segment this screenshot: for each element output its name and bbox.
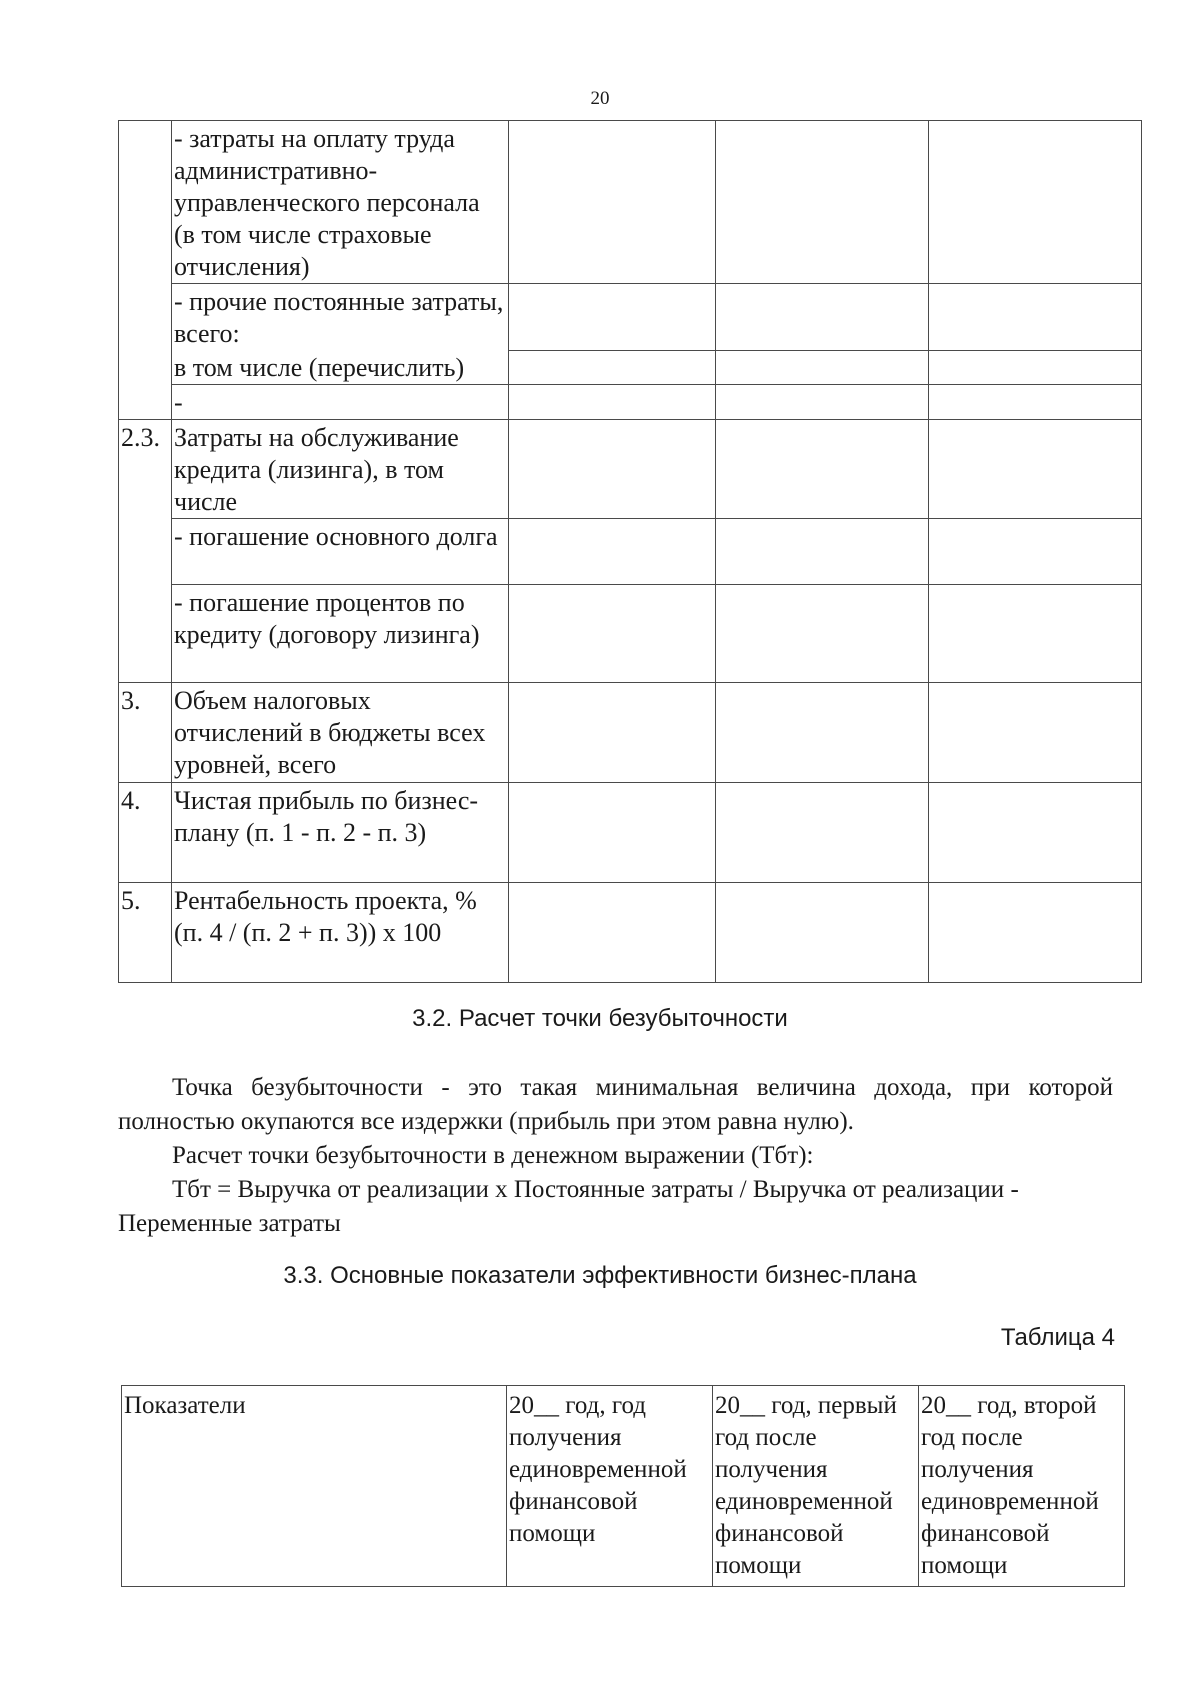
value-cell	[716, 683, 929, 783]
row-label-cell: в том числе (перечислить)	[172, 350, 509, 385]
table-row	[119, 284, 1142, 351]
table-row	[119, 385, 1142, 420]
section-heading-breakeven: 3.2. Расчет точки безубыточности	[412, 1005, 788, 1032]
table-row	[119, 519, 1142, 585]
row-label-cell: -	[172, 385, 509, 420]
row-number-cell: 3.	[119, 683, 172, 783]
value-cell	[509, 385, 716, 420]
table-row	[119, 585, 1142, 683]
column-header-year-2: 20__ год, второй год после получения единовременной финансовой помощи	[919, 1386, 1125, 1587]
value-cell	[929, 385, 1142, 420]
section-heading-efficiency: 3.3. Основные показатели эффективности бизнес-плана	[283, 1262, 917, 1289]
column-header-year-0: 20__ год, год получения единовременной финансовой помощи	[507, 1386, 713, 1587]
value-cell	[929, 683, 1142, 783]
value-cell	[929, 121, 1142, 284]
breakeven-definition: Точка безубыточности - это такая минимальная величина дохода, при которой полностью окупаются все издержки (прибыль при этом равна нулю).	[118, 1074, 1113, 1135]
table-row	[119, 420, 1142, 519]
row-label-cell: - погашение процентов по кредиту (договору лизинга)	[172, 585, 509, 683]
row-number-cell	[119, 121, 172, 420]
value-cell	[716, 121, 929, 284]
value-cell	[716, 519, 929, 585]
table-row	[119, 350, 1142, 385]
value-cell	[509, 420, 716, 519]
value-cell	[509, 121, 716, 284]
table-row	[119, 783, 1142, 883]
value-cell	[929, 420, 1142, 519]
value-cell	[716, 284, 929, 351]
column-header-indicators: Показатели	[122, 1386, 507, 1587]
row-label-cell: Рентабельность проекта, % (п. 4 / (п. 2 + п. 3)) x 100	[172, 883, 509, 983]
value-cell	[509, 284, 716, 351]
breakeven-formula: Тбт = Выручка от реализации x Постоянные затраты / Выручка от реализации - Переменные затраты	[118, 1176, 1019, 1237]
value-cell	[929, 284, 1142, 351]
table-header-row	[122, 1386, 1125, 1587]
value-cell	[716, 883, 929, 983]
table-caption: Таблица 4	[1000, 1324, 1115, 1351]
row-label-cell: - погашение основного долга	[172, 519, 509, 585]
value-cell	[716, 420, 929, 519]
row-label-cell: - затраты на оплату труда административно-управленческого персонала (в том числе страховые отчисления)	[172, 121, 509, 284]
value-cell	[929, 519, 1142, 585]
row-label-cell: - прочие постоянные затраты, всего:	[172, 284, 509, 351]
row-number-cell: 2.3.	[119, 420, 172, 683]
financial-table-continued	[118, 120, 1142, 983]
value-cell	[716, 585, 929, 683]
table-row	[119, 121, 1142, 284]
column-header-year-1: 20__ год, первый год после получения единовременной финансовой помощи	[713, 1386, 919, 1587]
value-cell	[509, 585, 716, 683]
efficiency-table	[121, 1385, 1125, 1587]
row-label-cell: Затраты на обслуживание кредита (лизинга), в том числе	[172, 420, 509, 519]
value-cell	[929, 350, 1142, 385]
value-cell	[716, 350, 929, 385]
value-cell	[509, 883, 716, 983]
value-cell	[929, 585, 1142, 683]
value-cell	[929, 883, 1142, 983]
breakeven-calc-intro: Расчет точки безубыточности в денежном выражении (Тбт):	[172, 1142, 814, 1169]
row-number-cell: 4.	[119, 783, 172, 883]
value-cell	[509, 783, 716, 883]
table-row	[119, 883, 1142, 983]
value-cell	[716, 783, 929, 883]
value-cell	[509, 683, 716, 783]
value-cell	[716, 385, 929, 420]
value-cell	[509, 519, 716, 585]
page-number: 20	[590, 88, 610, 109]
table-row	[119, 683, 1142, 783]
row-label-cell: Объем налоговых отчислений в бюджеты всех уровней, всего	[172, 683, 509, 783]
value-cell	[509, 350, 716, 385]
row-number-cell: 5.	[119, 883, 172, 983]
row-label-cell: Чистая прибыль по бизнес-плану (п. 1 - п. 2 - п. 3)	[172, 783, 509, 883]
value-cell	[929, 783, 1142, 883]
